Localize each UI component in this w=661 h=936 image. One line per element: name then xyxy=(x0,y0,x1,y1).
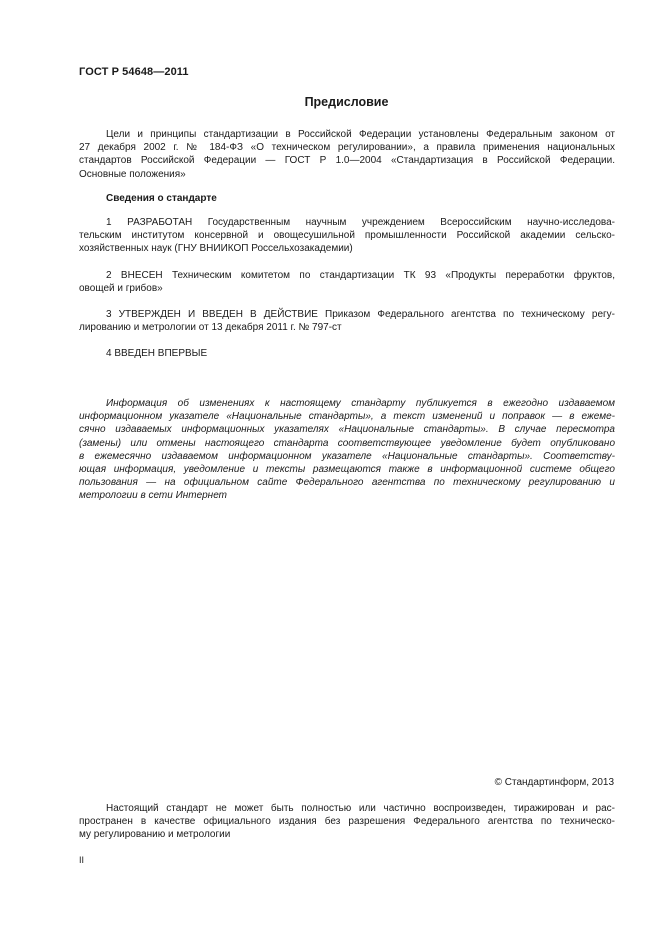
text-line: хозяйственных наук (ГНУ ВНИИКОП Россельхозакадемии) xyxy=(79,243,353,255)
text-line: метрологии в сети Интернет xyxy=(79,490,227,502)
text-line: тельским институтом консервной и овощесушильной промышленности Российской академии сельско- xyxy=(79,230,615,242)
text-line: Информация об изменениях к настоящему стандарту публикуется в ежегодно издаваемом xyxy=(106,398,615,409)
text-line: Настоящий стандарт не может быть полностью или частично воспроизведен, тиражирован и рас- xyxy=(106,803,615,814)
text-line: пользования — на официальном сайте Федерального агентства по техническому регулированию и xyxy=(79,477,615,489)
text-line: (замены) или отмены настоящего стандарта соответствующее уведомление будет опубликовано xyxy=(79,437,615,449)
text-line: в ежемесячно издаваемом информационном указателе «Национальные стандарты». Соответству- xyxy=(79,450,615,462)
text-line: овощей и грибов» xyxy=(79,283,163,295)
info-heading: Сведения о стандарте xyxy=(106,193,217,204)
text-line: 2 ВНЕСЕН Техническим комитетом по стандартизации ТК 93 «Продукты переработки фруктов, xyxy=(106,270,615,281)
changes-notice xyxy=(79,397,615,503)
item-approved xyxy=(79,308,615,334)
text-line: Цели и принципы стандартизации в Российской Федерации установлены Федеральным законом от xyxy=(106,129,615,140)
text-line: лированию и метрологии от 13 декабря 2011 г. № 797-ст xyxy=(79,322,342,334)
text-line: му регулированию и метрологии xyxy=(79,829,231,841)
copyright: © Стандартинформ, 2013 xyxy=(494,777,614,788)
text-line: 4 ВВЕДЕН ВПЕРВЫЕ xyxy=(106,348,208,359)
text-line: ющая информация, уведомление и тексты размещаются также в информационной системе общего xyxy=(79,464,615,476)
text-line: информационном указателе «Национальные стандарты», а текст изменений и поправок — в ежеме- xyxy=(79,411,615,423)
item-submitted xyxy=(79,269,615,295)
document-id-header: ГОСТ Р 54648—2011 xyxy=(79,66,189,78)
page-title: Предисловие xyxy=(304,95,389,109)
text-line: Основные положения» xyxy=(79,168,186,180)
reproduction-notice xyxy=(79,802,615,842)
item-developed xyxy=(79,216,615,256)
page-number: II xyxy=(79,855,85,865)
text-line: 1 РАЗРАБОТАН Государственным научным учреждением Всероссийским научно-исследова- xyxy=(106,217,615,228)
text-line: пространен в качестве официального издания без разрешения Федерального агентства по техническо- xyxy=(79,816,615,828)
intro-paragraph xyxy=(79,128,615,181)
text-line: 3 УТВЕРЖДЕН И ВВЕДЕН В ДЕЙСТВИЕ Приказом Федерального агентства по техническому регу- xyxy=(106,309,615,320)
item-introduced xyxy=(79,347,615,360)
text-line: сячно издаваемых информационных указателях «Национальные стандарты». В случае пересмотра xyxy=(79,424,615,436)
text-line: 27 декабря 2002 г. № 184-ФЗ «О техническом регулировании», а правила применения национальных xyxy=(79,142,615,154)
text-line: стандартов Российской Федерации — ГОСТ Р 1.0—2004 «Стандартизация в Российской Федерации. xyxy=(79,155,615,167)
